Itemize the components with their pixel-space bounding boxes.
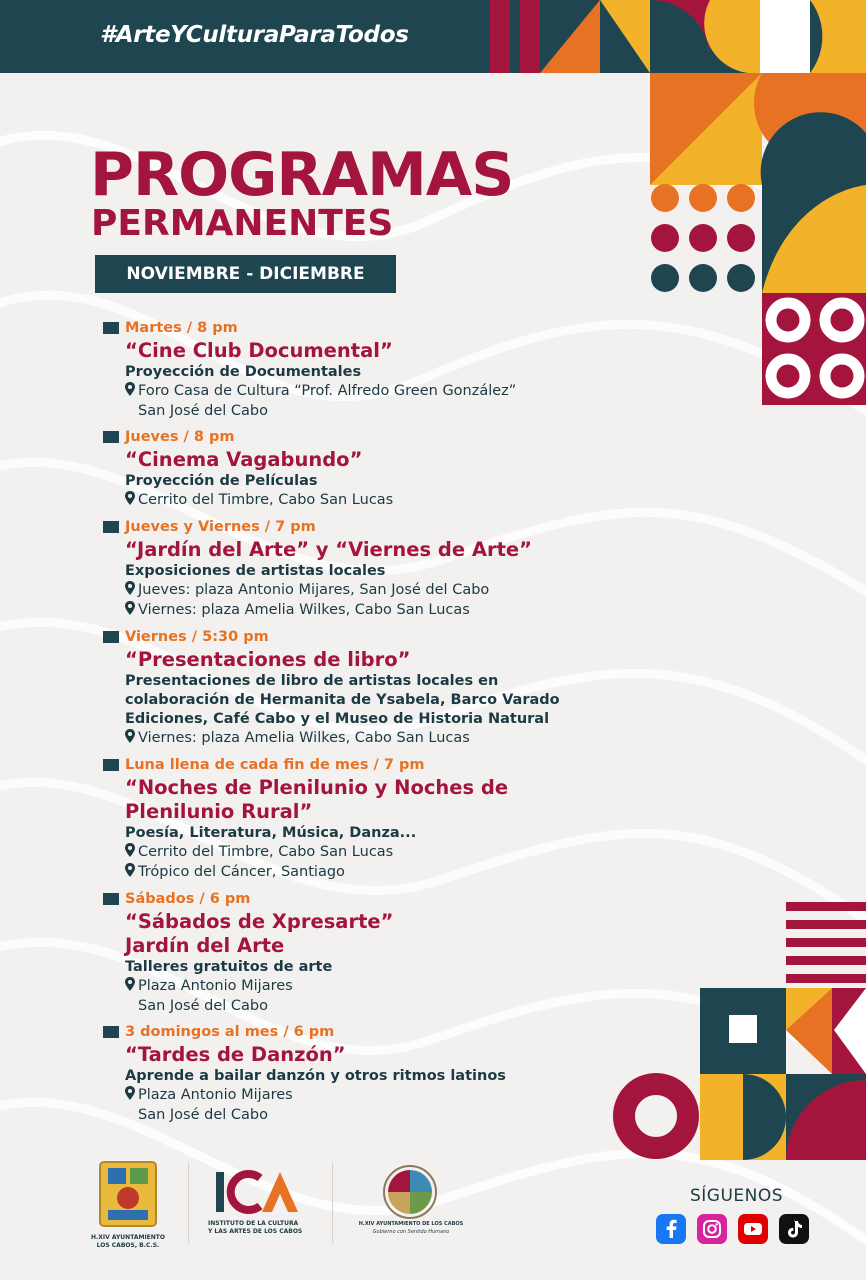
- event-schedule: Sábados / 6 pm: [125, 891, 251, 907]
- seal-motto: Gobierno con Sentido Humano: [372, 1229, 450, 1235]
- event-title: “Presentaciones de libro”: [125, 648, 411, 671]
- seal-caption: H.XIV AYUNTAMIENTO DE LOS CABOS: [358, 1221, 464, 1227]
- event-title: “Tardes de Danzón”: [125, 1043, 346, 1066]
- location-pin-icon: [125, 729, 138, 749]
- event-location: Jueves: plaza Antonio Mijares, San José del Cabo: [138, 582, 490, 598]
- event-description: Presentaciones de libro de artistas locales en: [125, 673, 499, 689]
- bullet-square: [103, 322, 119, 334]
- event-location: Cerrito del Timbre, Cabo San Lucas: [138, 844, 394, 860]
- event-item: [103, 627, 603, 749]
- location-pin-icon: [125, 491, 138, 511]
- tiktok-icon[interactable]: [779, 1214, 809, 1244]
- event-location: Viernes: plaza Amelia Wilkes, Cabo San Lucas: [138, 602, 470, 618]
- event-location: Viernes: plaza Amelia Wilkes, Cabo San Lucas: [138, 730, 470, 746]
- ayuntamiento-name: H.XIV AYUNTAMIENTO: [91, 1234, 165, 1241]
- location-pin-icon: [125, 382, 138, 402]
- event-schedule: Jueves / 8 pm: [125, 429, 235, 445]
- coat-of-arms-icon: [98, 1160, 158, 1228]
- hashtag: #ArteYCulturaParaTodos: [100, 22, 409, 48]
- event-title: “Jardín del Arte” y “Viernes de Arte”: [125, 538, 532, 561]
- divider: [188, 1163, 189, 1243]
- bullet-square: [103, 893, 119, 905]
- event-location: Foro Casa de Cultura “Prof. Alfredo Green González”: [138, 383, 517, 399]
- event-location: Trópico del Cáncer, Santiago: [138, 864, 345, 880]
- event-description: Ediciones, Café Cabo y el Museo de Historia Natural: [125, 711, 550, 727]
- event-item: [103, 427, 603, 511]
- event-description: Proyección de Películas: [125, 473, 318, 489]
- ayuntamiento-location: LOS CABOS, B.C.S.: [96, 1242, 160, 1249]
- follow-us-label: SÍGUENOS: [690, 1186, 784, 1206]
- bullet-square: [103, 431, 119, 443]
- instagram-icon[interactable]: [697, 1214, 727, 1244]
- location-pin-icon: [125, 601, 138, 621]
- event-description: Proyección de Documentales: [125, 364, 362, 380]
- events-list: [103, 318, 603, 1125]
- event-description: colaboración de Hermanita de Ysabela, Barco Varado: [125, 692, 560, 708]
- ica-logo: [208, 1168, 318, 1236]
- seal-icon: [356, 1160, 464, 1220]
- ayuntamiento-logo: [84, 1160, 172, 1250]
- facebook-icon[interactable]: [656, 1214, 686, 1244]
- event-schedule: Martes / 8 pm: [125, 320, 238, 336]
- event-location: Plaza Antonio Mijares: [138, 1087, 293, 1103]
- event-title: “Noches de Plenilunio y Noches de Plenilunio Rural”: [125, 776, 509, 823]
- bullet-square: [103, 759, 119, 771]
- location-pin-icon: [125, 863, 138, 883]
- event-description: Poesía, Literatura, Música, Danza...: [125, 825, 417, 841]
- page-title: PROGRAMAS: [90, 140, 514, 210]
- event-item: [103, 755, 603, 883]
- event-title: “Cine Club Documental”: [125, 339, 393, 362]
- event-schedule: Luna llena de cada fin de mes / 7 pm: [125, 757, 425, 773]
- youtube-icon[interactable]: [738, 1214, 768, 1244]
- location-pin-icon: [125, 843, 138, 863]
- bullet-square: [103, 521, 119, 533]
- bullet-square: [103, 1026, 119, 1038]
- event-location: San José del Cabo: [138, 998, 268, 1014]
- event-location: Cerrito del Timbre, Cabo San Lucas: [138, 492, 394, 508]
- event-schedule: Jueves y Viernes / 7 pm: [125, 519, 316, 535]
- ica-name: INSTITUTO DE LA CULTURA: [208, 1220, 299, 1227]
- location-pin-icon: [125, 1086, 138, 1106]
- event-schedule: Viernes / 5:30 pm: [125, 629, 269, 645]
- date-range-badge: NOVIEMBRE - DICIEMBRE: [95, 255, 396, 293]
- event-item: [103, 318, 603, 421]
- event-schedule: 3 domingos al mes / 6 pm: [125, 1024, 335, 1040]
- page-subtitle: PERMANENTES: [91, 203, 394, 244]
- bullet-square: [103, 631, 119, 643]
- event-item: [103, 889, 603, 1016]
- event-title: “Sábados de Xpresarte” Jardín del Arte: [125, 910, 394, 957]
- event-description: Talleres gratuitos de arte: [125, 959, 333, 975]
- event-location: San José del Cabo: [138, 1107, 268, 1123]
- ica-mark-icon: [208, 1168, 304, 1216]
- event-description: Exposiciones de artistas locales: [125, 563, 386, 579]
- location-pin-icon: [125, 581, 138, 601]
- event-title: “Cinema Vagabundo”: [125, 448, 363, 471]
- event-location: San José del Cabo: [138, 403, 268, 419]
- municipal-seal-logo: [356, 1160, 466, 1236]
- location-pin-icon: [125, 977, 138, 997]
- event-location: Plaza Antonio Mijares: [138, 978, 293, 994]
- decorative-pattern-bottom: [612, 900, 866, 1160]
- event-item: [103, 517, 603, 621]
- event-description: Aprende a bailar danzón y otros ritmos latinos: [125, 1068, 506, 1084]
- ica-name-2: Y LAS ARTES DE LOS CABOS: [208, 1228, 303, 1235]
- divider: [332, 1163, 333, 1243]
- event-item: [103, 1022, 603, 1125]
